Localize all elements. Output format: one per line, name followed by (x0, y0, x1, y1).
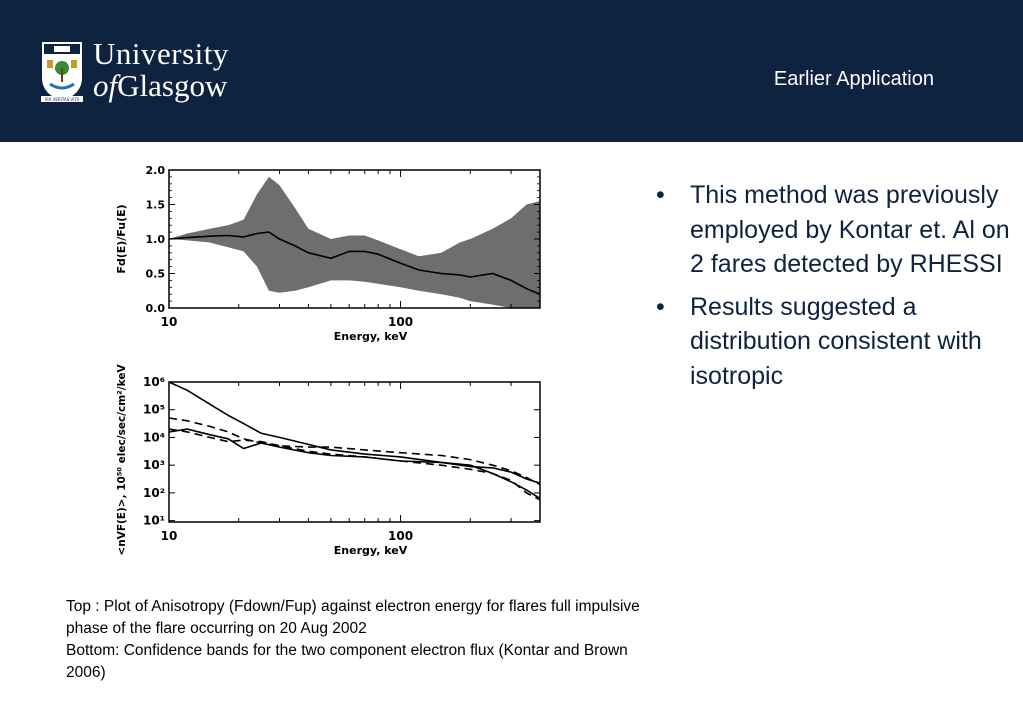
crest-icon (40, 38, 84, 104)
figure-plots (105, 160, 550, 575)
bullet-dot: • (656, 181, 665, 209)
electron-flux-plot (116, 364, 540, 557)
y-tick-label: 0.0 (145, 302, 165, 315)
logo-motto: VIA VERITAS VITA (44, 97, 80, 102)
slide-title: Earlier Application (773, 68, 934, 90)
y-tick-label: 10² (143, 485, 165, 500)
bullet-item (652, 290, 1012, 394)
plot-frame (169, 382, 540, 522)
caption-line-bottom: Bottom: Confidence bands for the two component electron flux (Kontar and Brown 2006) (66, 642, 628, 681)
logo-glasgow: Glasgow (117, 68, 228, 103)
x-axis-label: Energy, keV (333, 544, 408, 557)
bullet-text: Results suggested a distribution consistent with isotropic (690, 292, 982, 390)
anisotropy-plot (115, 164, 540, 343)
logo-line-glasgow (93, 70, 229, 102)
y-axis-label: <nVF(E)>, 10⁵⁰ elec/sec/cm²/keV (116, 364, 128, 556)
bullet-item (652, 178, 1012, 282)
confidence-band (169, 177, 540, 308)
y-axis-label: Fd(E)/Fu(E) (115, 204, 128, 274)
y-tick-label: 10⁶ (143, 375, 165, 389)
x-tick-label: 10 (160, 529, 178, 543)
y-tick-label: 10⁴ (143, 430, 165, 445)
y-tick-label: 10¹ (143, 513, 165, 528)
flux-line-3 (169, 418, 540, 485)
logo-line-university: University (93, 36, 229, 71)
logo-of: of (93, 68, 118, 103)
bullet-text: This method was previously employed by Kontar et. Al on 2 fares detected by RHESSI (690, 181, 1010, 278)
x-axis-label: Energy, keV (333, 330, 408, 343)
y-tick-label: 2.0 (145, 164, 165, 177)
y-tick-label: 10³ (143, 458, 165, 473)
figure-caption (66, 596, 646, 684)
bullet-list (652, 178, 1012, 401)
y-tick-label: 0.5 (145, 267, 165, 281)
y-tick-label: 10⁵ (143, 402, 165, 417)
flux-line-4 (169, 429, 540, 500)
logo-wordmark (93, 38, 229, 102)
bullet-dot: • (656, 292, 665, 321)
university-logo[interactable] (40, 38, 250, 108)
y-tick-label: 1.0 (145, 233, 165, 246)
y-tick-label: 1.5 (145, 198, 165, 212)
header-bar (0, 0, 1023, 142)
x-tick-label: 10 (160, 315, 178, 329)
x-tick-label: 100 (388, 529, 414, 543)
caption-line-top: Top : Plot of Anisotropy (Fdown/Fup) against electron energy for flares full impulsive phase of the flare occurring on 20 Aug 2002 (66, 598, 640, 637)
x-tick-label: 100 (388, 315, 414, 329)
